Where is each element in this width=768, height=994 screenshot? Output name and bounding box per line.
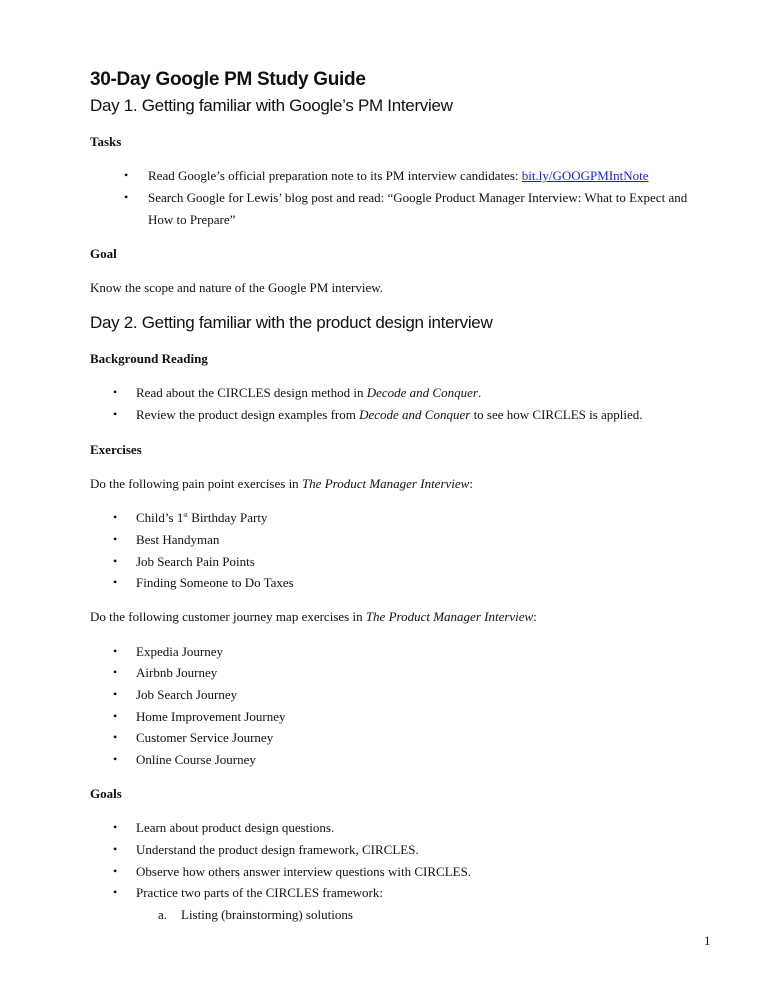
bullet-icon: • <box>124 190 129 204</box>
background-item-1: Read about the CIRCLES design method in Decode and Conquer. <box>136 385 482 400</box>
journey-item: Online Course Journey <box>136 752 256 767</box>
journey-item: Home Improvement Journey <box>136 709 286 724</box>
goal-label: Goal <box>90 246 117 261</box>
journey-intro: Do the following customer journey map exercises in The Product Manager Interview: <box>90 609 537 624</box>
journey-item: Expedia Journey <box>136 644 224 659</box>
background-item-2: Review the product design examples from Decode and Conquer to see how CIRCLES is applied. <box>136 407 643 422</box>
day1-heading: Day 1. Getting familiar with Google’s PM Interview <box>90 96 453 115</box>
goal-item: Observe how others answer interview questions with CIRCLES. <box>136 864 472 879</box>
bullet-icon: • <box>113 575 118 589</box>
bullet-icon: • <box>113 752 118 766</box>
sub-item-marker: a. <box>158 907 168 922</box>
journey-item: Job Search Journey <box>136 687 238 702</box>
task-2-line1: Search Google for Lewis’ blog post and read: “Google Product Manager Interview: What to Expect and <box>148 190 688 205</box>
background-reading-label: Background Reading <box>90 351 208 366</box>
document-title: 30-Day Google PM Study Guide <box>90 69 366 90</box>
goal-text: Know the scope and nature of the Google PM interview. <box>90 280 384 295</box>
page-number: 1 <box>704 933 711 948</box>
bullet-icon: • <box>113 385 118 399</box>
bullet-icon: • <box>113 730 118 744</box>
bullet-icon: • <box>113 842 118 856</box>
goals-label: Goals <box>90 786 122 801</box>
pain-point-item: Finding Someone to Do Taxes <box>136 575 294 590</box>
task-1 <box>148 168 649 184</box>
bullet-icon: • <box>113 709 118 723</box>
task-2-line2: How to Prepare” <box>148 212 236 227</box>
goal-item: Practice two parts of the CIRCLES framework: <box>136 885 383 900</box>
goal-item: Understand the product design framework, CIRCLES. <box>136 842 419 857</box>
prep-note-link[interactable]: bit.ly/GOOGPMIntNote <box>521 168 649 183</box>
bullet-icon: • <box>124 168 129 182</box>
pain-point-item: Child’s 1st Birthday Party <box>136 510 268 525</box>
bullet-icon: • <box>113 820 118 834</box>
bullet-icon: • <box>113 864 118 878</box>
bullet-icon: • <box>113 885 118 899</box>
bullet-icon: • <box>113 510 118 524</box>
exercises-label: Exercises <box>90 442 142 457</box>
pain-point-intro: Do the following pain point exercises in The Product Manager Interview: <box>90 476 473 491</box>
pain-point-item: Best Handyman <box>136 532 220 547</box>
journey-item: Customer Service Journey <box>136 730 274 745</box>
goal-item: Learn about product design questions. <box>136 820 335 835</box>
task-1-text: Read Google’s official preparation note to its PM interview candidates: <box>148 168 519 183</box>
day2-heading: Day 2. Getting familiar with the product design interview <box>90 313 493 332</box>
bullet-icon: • <box>113 687 118 701</box>
tasks-label: Tasks <box>90 134 122 149</box>
sub-item: Listing (brainstorming) solutions <box>181 907 353 922</box>
journey-item: Airbnb Journey <box>136 665 218 680</box>
bullet-icon: • <box>113 665 118 679</box>
bullet-icon: • <box>113 554 118 568</box>
bullet-icon: • <box>113 532 118 546</box>
pain-point-item: Job Search Pain Points <box>136 554 255 569</box>
bullet-icon: • <box>113 407 118 421</box>
bullet-icon: • <box>113 644 118 658</box>
